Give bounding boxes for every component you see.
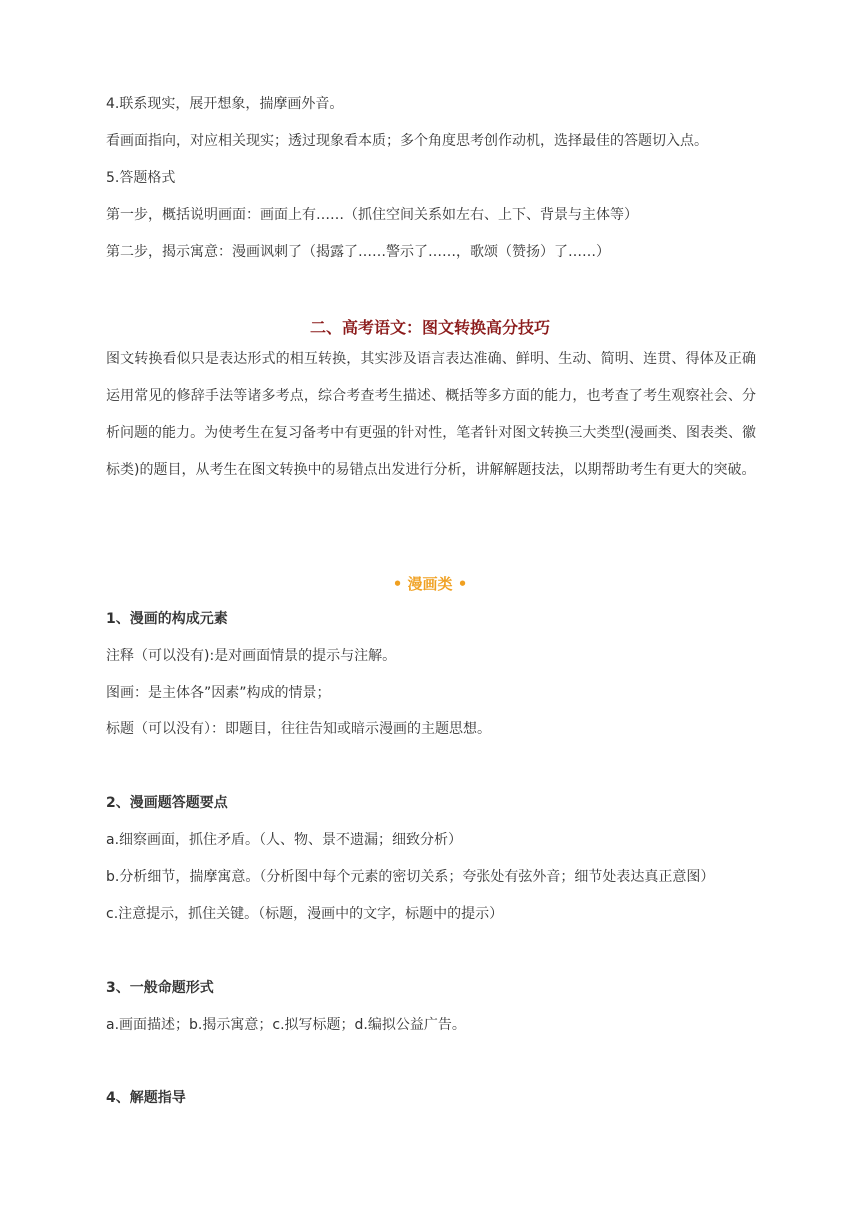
comic-h1-item: 标题（可以没有）：即题目，往往告知或暗示漫画的主题思想。	[106, 721, 491, 737]
point5-heading: 5.答题格式	[106, 170, 176, 186]
point4-heading: 4.联系现实，展开想象，揣摩画外音。	[106, 96, 344, 112]
comic-heading-4: 4、解题指导	[106, 1090, 186, 1106]
section2-paragraph: 图文转换看似只是表达形式的相互转换，其实涉及语言表达准确、鲜明、生动、简明、连贯、得体及正确运用常见的修辞手法等诸多考点，综合考查考生描述、概括等多方面的能力，也考查了考生观察社会、分析问题的能力。为使考生在复习备考中有更强的针对性，笔者针对图文转换三大类型(漫画类、图表类、徽标类)的题目，从考生在图文转换中的易错点出发进行分析，讲解解题技法，以期帮助考生有更大的突破。	[106, 351, 756, 478]
comic-heading-1: 1、漫画的构成元素	[106, 611, 228, 627]
section2-title: 二、高考语文：图文转换高分技巧	[309, 318, 550, 337]
comic-h1-item: 图画：是主体各”因素”构成的情景；	[106, 685, 331, 701]
comic-h2-item: c.注意提示，抓住关键。（标题，漫画中的文字，标题中的提示）	[106, 906, 504, 922]
comic-section-title: • 漫画类 •	[392, 575, 468, 593]
comic-heading-3: 3、一般命题形式	[106, 980, 214, 996]
comic-h2-item: b.分析细节，揣摩寓意。（分析图中每个元素的密切关系；夸张处有弦外音；细节处表达真正意图）	[106, 869, 715, 885]
comic-heading-2: 2、漫画题答题要点	[106, 795, 228, 811]
answer-step2: 第二步，揭示寓意：漫画讽刺了（揭露了……警示了……，歌颂（赞扬）了……）	[106, 244, 610, 260]
comic-h3-item: a.画面描述；b.揭示寓意；c.拟写标题；d.编拟公益广告。	[106, 1017, 466, 1033]
comic-h2-item: a.细察画面，抓住矛盾。（人、物、景不遗漏；细致分析）	[106, 832, 463, 848]
answer-step1: 第一步，概括说明画面：画面上有……（抓住空间关系如左右、上下、背景与主体等）	[106, 207, 638, 223]
point4-body: 看画面指向，对应相关现实；透过现象看本质；多个角度思考创作动机，选择最佳的答题切入点。	[106, 133, 708, 149]
comic-h1-item: 注释（可以没有):是对画面情景的提示与注解。	[106, 648, 397, 664]
